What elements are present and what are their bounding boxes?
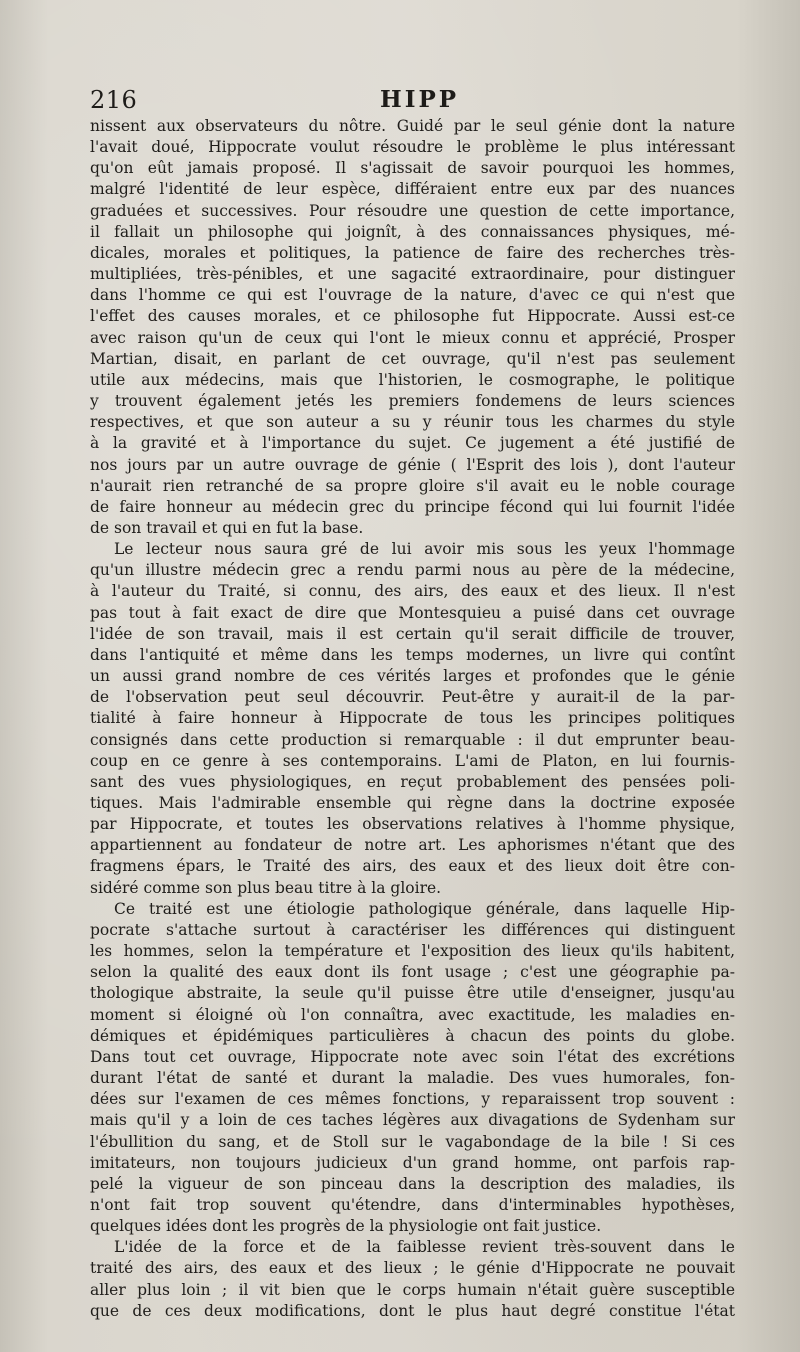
text-line: l'ébullition du sang, et de Stoll sur le vagabondage de la bile ! Si ces: [90, 1132, 735, 1151]
text-line: graduées et successives. Pour résoudre une question de cette importance,: [90, 201, 735, 220]
text-line: respectives, et que son auteur a su y réunir tous les charmes du style: [90, 413, 735, 432]
running-head: HIPP: [380, 86, 460, 113]
text-line: dicales, morales et politiques, la patience de faire des recherches très-: [90, 243, 735, 262]
paragraph: [90, 116, 735, 539]
text-line: multipliées, très-pénibles, et une sagacité extraordinaire, pour distinguer: [90, 265, 735, 284]
paragraph: [90, 539, 735, 899]
text-line: imitateurs, non toujours judicieux d'un grand homme, ont parfois rap-: [90, 1153, 735, 1172]
page-header: [90, 86, 735, 116]
page-number: 216: [90, 86, 138, 114]
text-line: il fallait un philosophe qui joignît, à des connaissances physiques, mé-: [90, 222, 735, 241]
text-line: dans l'antiquité et même dans les temps modernes, un livre qui contînt: [90, 645, 735, 664]
text-line: pelé la vigueur de son pinceau dans la description des maladies, ils: [90, 1174, 735, 1193]
text-line: avec raison qu'un de ceux qui l'ont le mieux connu et apprécié, Prosper: [90, 328, 735, 347]
text-line: tiques. Mais l'admirable ensemble qui règne dans la doctrine exposée: [90, 794, 735, 812]
text-line: qu'on eût jamais proposé. Il s'agissait de savoir pourquoi les hommes,: [90, 159, 735, 178]
text-line: consignés dans cette production si remarquable : il dut emprunter beau-: [90, 730, 735, 749]
text-line: de l'observation peut seul découvrir. Peut-être y aurait-il de la par-: [90, 688, 735, 707]
text-line: l'effet des causes morales, et ce philosophe fut Hippocrate. Aussi est-ce: [90, 307, 735, 326]
text-line: sant des vues physiologiques, en reçut probablement des pensées poli-: [90, 772, 735, 791]
text-line: les hommes, selon la température et l'exposition des lieux qu'ils habitent,: [90, 942, 735, 961]
text-line: aller plus loin ; il vit bien que le corps humain n'était guère susceptible: [90, 1280, 735, 1299]
text-line: fragmens épars, le Traité des airs, des eaux et des lieux doit être con-: [90, 857, 735, 876]
text-line: pas tout à fait exact de dire que Montesquieu a puisé dans cet ouvrage: [90, 603, 735, 622]
text-line: appartiennent au fondateur de notre art. Les aphorismes n'étant que des: [90, 836, 735, 855]
text-line: tialité à faire honneur à Hippocrate de tous les principes politiques: [90, 709, 735, 728]
body-text: [90, 116, 735, 1322]
text-line: malgré l'identité de leur espèce, différaient entre eux par des nuances: [90, 180, 735, 199]
text-line: pocrate s'attache surtout à caractériser les différences qui distinguent: [90, 920, 735, 939]
text-line: L'idée de la force et de la faiblesse revient très-souvent dans le: [114, 1238, 735, 1257]
text-line: moment si éloigné où l'on connaîtra, avec exactitude, les maladies en-: [90, 1005, 735, 1024]
text-line: n'ont fait trop souvent qu'étendre, dans d'interminables hypothèses,: [90, 1195, 735, 1214]
text-line: traité des airs, des eaux et des lieux ; le génie d'Hippocrate ne pouvait: [90, 1259, 735, 1278]
paragraph: [90, 1237, 735, 1322]
text-line: utile aux médecins, mais que l'historien, le cosmographe, le politique: [90, 370, 735, 389]
text-line: nos jours par un autre ouvrage de génie ( l'Esprit des lois ), dont l'auteur: [90, 455, 735, 474]
text-line: Dans tout cet ouvrage, Hippocrate note avec soin l'état des excrétions: [90, 1047, 735, 1066]
text-line: que de ces deux modifications, dont le plus haut degré constitue l'état: [90, 1301, 735, 1320]
text-line: coup en ce genre à ses contemporains. L'ami de Platon, en lui fournis-: [90, 751, 735, 770]
text-line: dans l'homme ce qui est l'ouvrage de la nature, d'avec ce qui n'est que: [90, 286, 735, 305]
text-line: y trouvent également jetés les premiers fondemens de leurs sciences: [90, 392, 735, 411]
text-line: de son travail et qui en fut la base.: [90, 518, 364, 537]
text-line: à la gravité et à l'importance du sujet. Ce jugement a été justifié de: [90, 434, 735, 453]
text-line: mais qu'il y a loin de ces taches légères aux divagations de Sydenham sur: [90, 1111, 735, 1130]
text-line: n'aurait rien retranché de sa propre gloire s'il avait eu le noble courage: [90, 476, 735, 495]
text-line: durant l'état de santé et durant la maladie. Des vues humorales, fon-: [90, 1069, 735, 1088]
text-line: de faire honneur au médecin grec du principe fécond qui lui fournit l'idée: [90, 497, 735, 516]
text-line: Ce traité est une étiologie pathologique générale, dans laquelle Hip-: [114, 899, 735, 918]
text-line: par Hippocrate, et toutes les observations relatives à l'homme physique,: [90, 815, 735, 834]
text-line: dées sur l'examen de ces mêmes fonctions, y reparaissent trop souvent :: [90, 1090, 735, 1109]
paragraph: [90, 899, 735, 1238]
text-line: un aussi grand nombre de ces vérités larges et profondes que le génie: [90, 667, 735, 686]
text-line: Martian, disait, en parlant de cet ouvrage, qu'il n'est pas seulement: [90, 349, 735, 368]
text-line: l'avait doué, Hippocrate voulut résoudre le problème le plus intéressant: [90, 138, 735, 157]
text-line: thologique abstraite, la seule qu'il puisse être utile d'enseigner, jusqu'au: [90, 984, 735, 1003]
text-line: selon la qualité des eaux dont ils font usage ; c'est une géographie pa-: [90, 963, 735, 982]
text-line: quelques idées dont les progrès de la physiologie ont fait justice.: [90, 1217, 602, 1236]
text-line: l'idée de son travail, mais il est certain qu'il serait difficile de trouver,: [90, 624, 735, 643]
text-line: nissent aux observateurs du nôtre. Guidé par le seul génie dont la nature: [90, 117, 735, 135]
text-line: sidéré comme son plus beau titre à la gloire.: [90, 878, 442, 897]
text-line: Le lecteur nous saura gré de lui avoir mis sous les yeux l'hommage: [114, 540, 735, 559]
text-line: démiques et épidémiques particulières à chacun des points du globe.: [90, 1026, 735, 1045]
text-line: qu'un illustre médecin grec a rendu parmi nous au père de la médecine,: [90, 561, 735, 580]
text-line: à l'auteur du Traité, si connu, des airs, des eaux et des lieux. Il n'est: [90, 582, 735, 601]
